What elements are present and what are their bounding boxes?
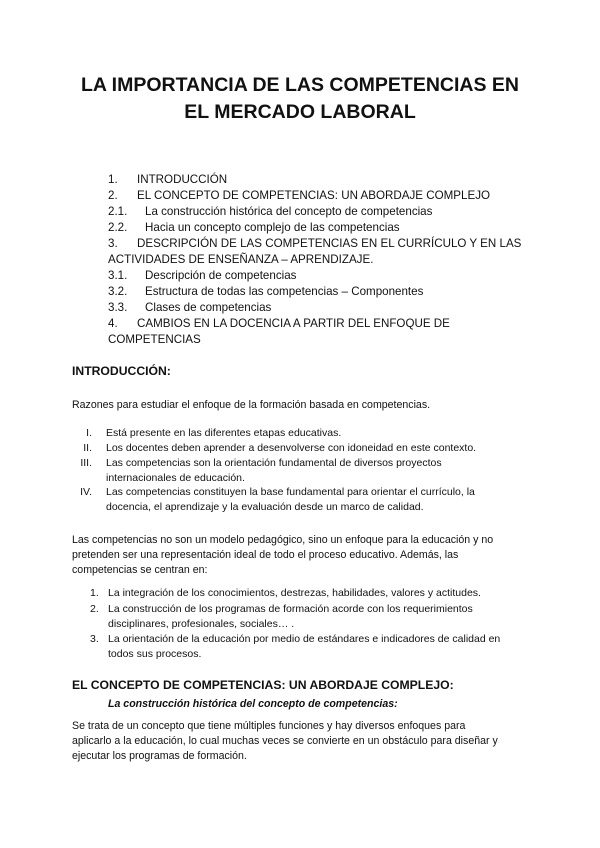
- toc-text: Estructura de todas las competencias – Componentes: [145, 285, 424, 298]
- toc-text: Descripción de competencias: [145, 269, 297, 282]
- roman-number: III.: [80, 457, 92, 469]
- toc-text: COMPETENCIAS: [108, 333, 201, 346]
- toc-text: Clases de competencias: [145, 301, 272, 314]
- roman-item-text: docencia, el aprendizaje y la evaluación desde un marco de calidad.: [106, 501, 424, 513]
- toc-number: 3.2.: [108, 285, 128, 298]
- toc-number: 4.: [108, 317, 118, 330]
- toc-number: 2.: [108, 189, 118, 202]
- paragraph-line: aplicarlo a la educación, lo cual muchas veces se convierte en un obstáculo para diseñar y: [72, 735, 498, 747]
- roman-item-text: Las competencias son la orientación fundamental de diversos proyectos: [106, 457, 442, 469]
- document-title: [40, 72, 560, 126]
- toc-number: 2.2.: [108, 221, 128, 234]
- toc-number: 3.1.: [108, 269, 128, 282]
- numbered-item-text: todos sus procesos.: [108, 648, 202, 660]
- paragraph-line: pretenden ser una representación ideal de todo el proceso educativo. Además, las: [72, 549, 459, 561]
- toc-text: INTRODUCCIÓN: [137, 173, 228, 186]
- toc-text: La construcción histórica del concepto de competencias: [145, 205, 433, 218]
- roman-number: IV.: [80, 486, 92, 498]
- numbered-number: 2.: [90, 603, 99, 615]
- toc-text: Hacia un concepto complejo de las competencias: [145, 221, 400, 234]
- section-heading: EL CONCEPTO DE COMPETENCIAS: UN ABORDAJE COMPLEJO:: [72, 678, 454, 692]
- title-line-1: LA IMPORTANCIA DE LAS COMPETENCIAS EN: [80, 74, 520, 96]
- roman-item-text: Las competencias constituyen la base fundamental para orientar el currículo, la: [106, 486, 475, 498]
- intro-lead: Razones para estudiar el enfoque de la formación basada en competencias.: [72, 399, 431, 411]
- toc-text: DESCRIPCIÓN DE LAS COMPETENCIAS EN EL CURRÍCULO Y EN LAS: [137, 237, 522, 250]
- paragraph-line: Las competencias no son un modelo pedagógico, sino un enfoque para la educación y no: [72, 534, 494, 546]
- toc-number: 3.: [108, 237, 118, 250]
- intro-heading: INTRODUCCIÓN:: [72, 364, 171, 378]
- paragraph-line: Se trata de un concepto que tiene múltiples funciones y hay diversos enfoques para: [72, 720, 466, 732]
- title-line-2: EL MERCADO LABORAL: [184, 101, 416, 123]
- numbered-item-text: La integración de los conocimientos, destrezas, habilidades, valores y actitudes.: [108, 587, 481, 599]
- roman-number: II.: [83, 442, 92, 454]
- paragraph-line: ejecutar los programas de formación.: [72, 750, 247, 762]
- roman-item-text: internacionales de educación.: [106, 472, 245, 484]
- numbered-item-text: La orientación de la educación por medio de estándares e indicadores de calidad en: [108, 633, 501, 645]
- numbered-item-text: La construcción de los programas de formación acorde con los requerimientos: [108, 603, 473, 615]
- toc-number: 2.1.: [108, 205, 128, 218]
- toc-text: CAMBIOS EN LA DOCENCIA A PARTIR DEL ENFOQUE DE: [137, 317, 450, 330]
- roman-number: I.: [86, 427, 92, 439]
- numbered-number: 1.: [90, 587, 99, 599]
- numbered-item-text: disciplinares, profesionales, sociales… .: [108, 618, 295, 630]
- roman-item-text: Está presente en las diferentes etapas educativas.: [106, 427, 342, 439]
- toc-text: ACTIVIDADES DE ENSEÑANZA – APRENDIZAJE.: [108, 253, 374, 266]
- toc-number: 1.: [108, 173, 118, 186]
- toc-number: 3.3.: [108, 301, 128, 314]
- paragraph-line: competencias se centran en:: [72, 564, 208, 576]
- numbered-number: 3.: [90, 633, 99, 645]
- toc-text: EL CONCEPTO DE COMPETENCIAS: UN ABORDAJE COMPLEJO: [137, 189, 491, 202]
- roman-item-text: Los docentes deben aprender a desenvolverse con idoneidad en este contexto.: [106, 442, 477, 454]
- section-subheading: La construcción histórica del concepto de competencias:: [108, 698, 398, 710]
